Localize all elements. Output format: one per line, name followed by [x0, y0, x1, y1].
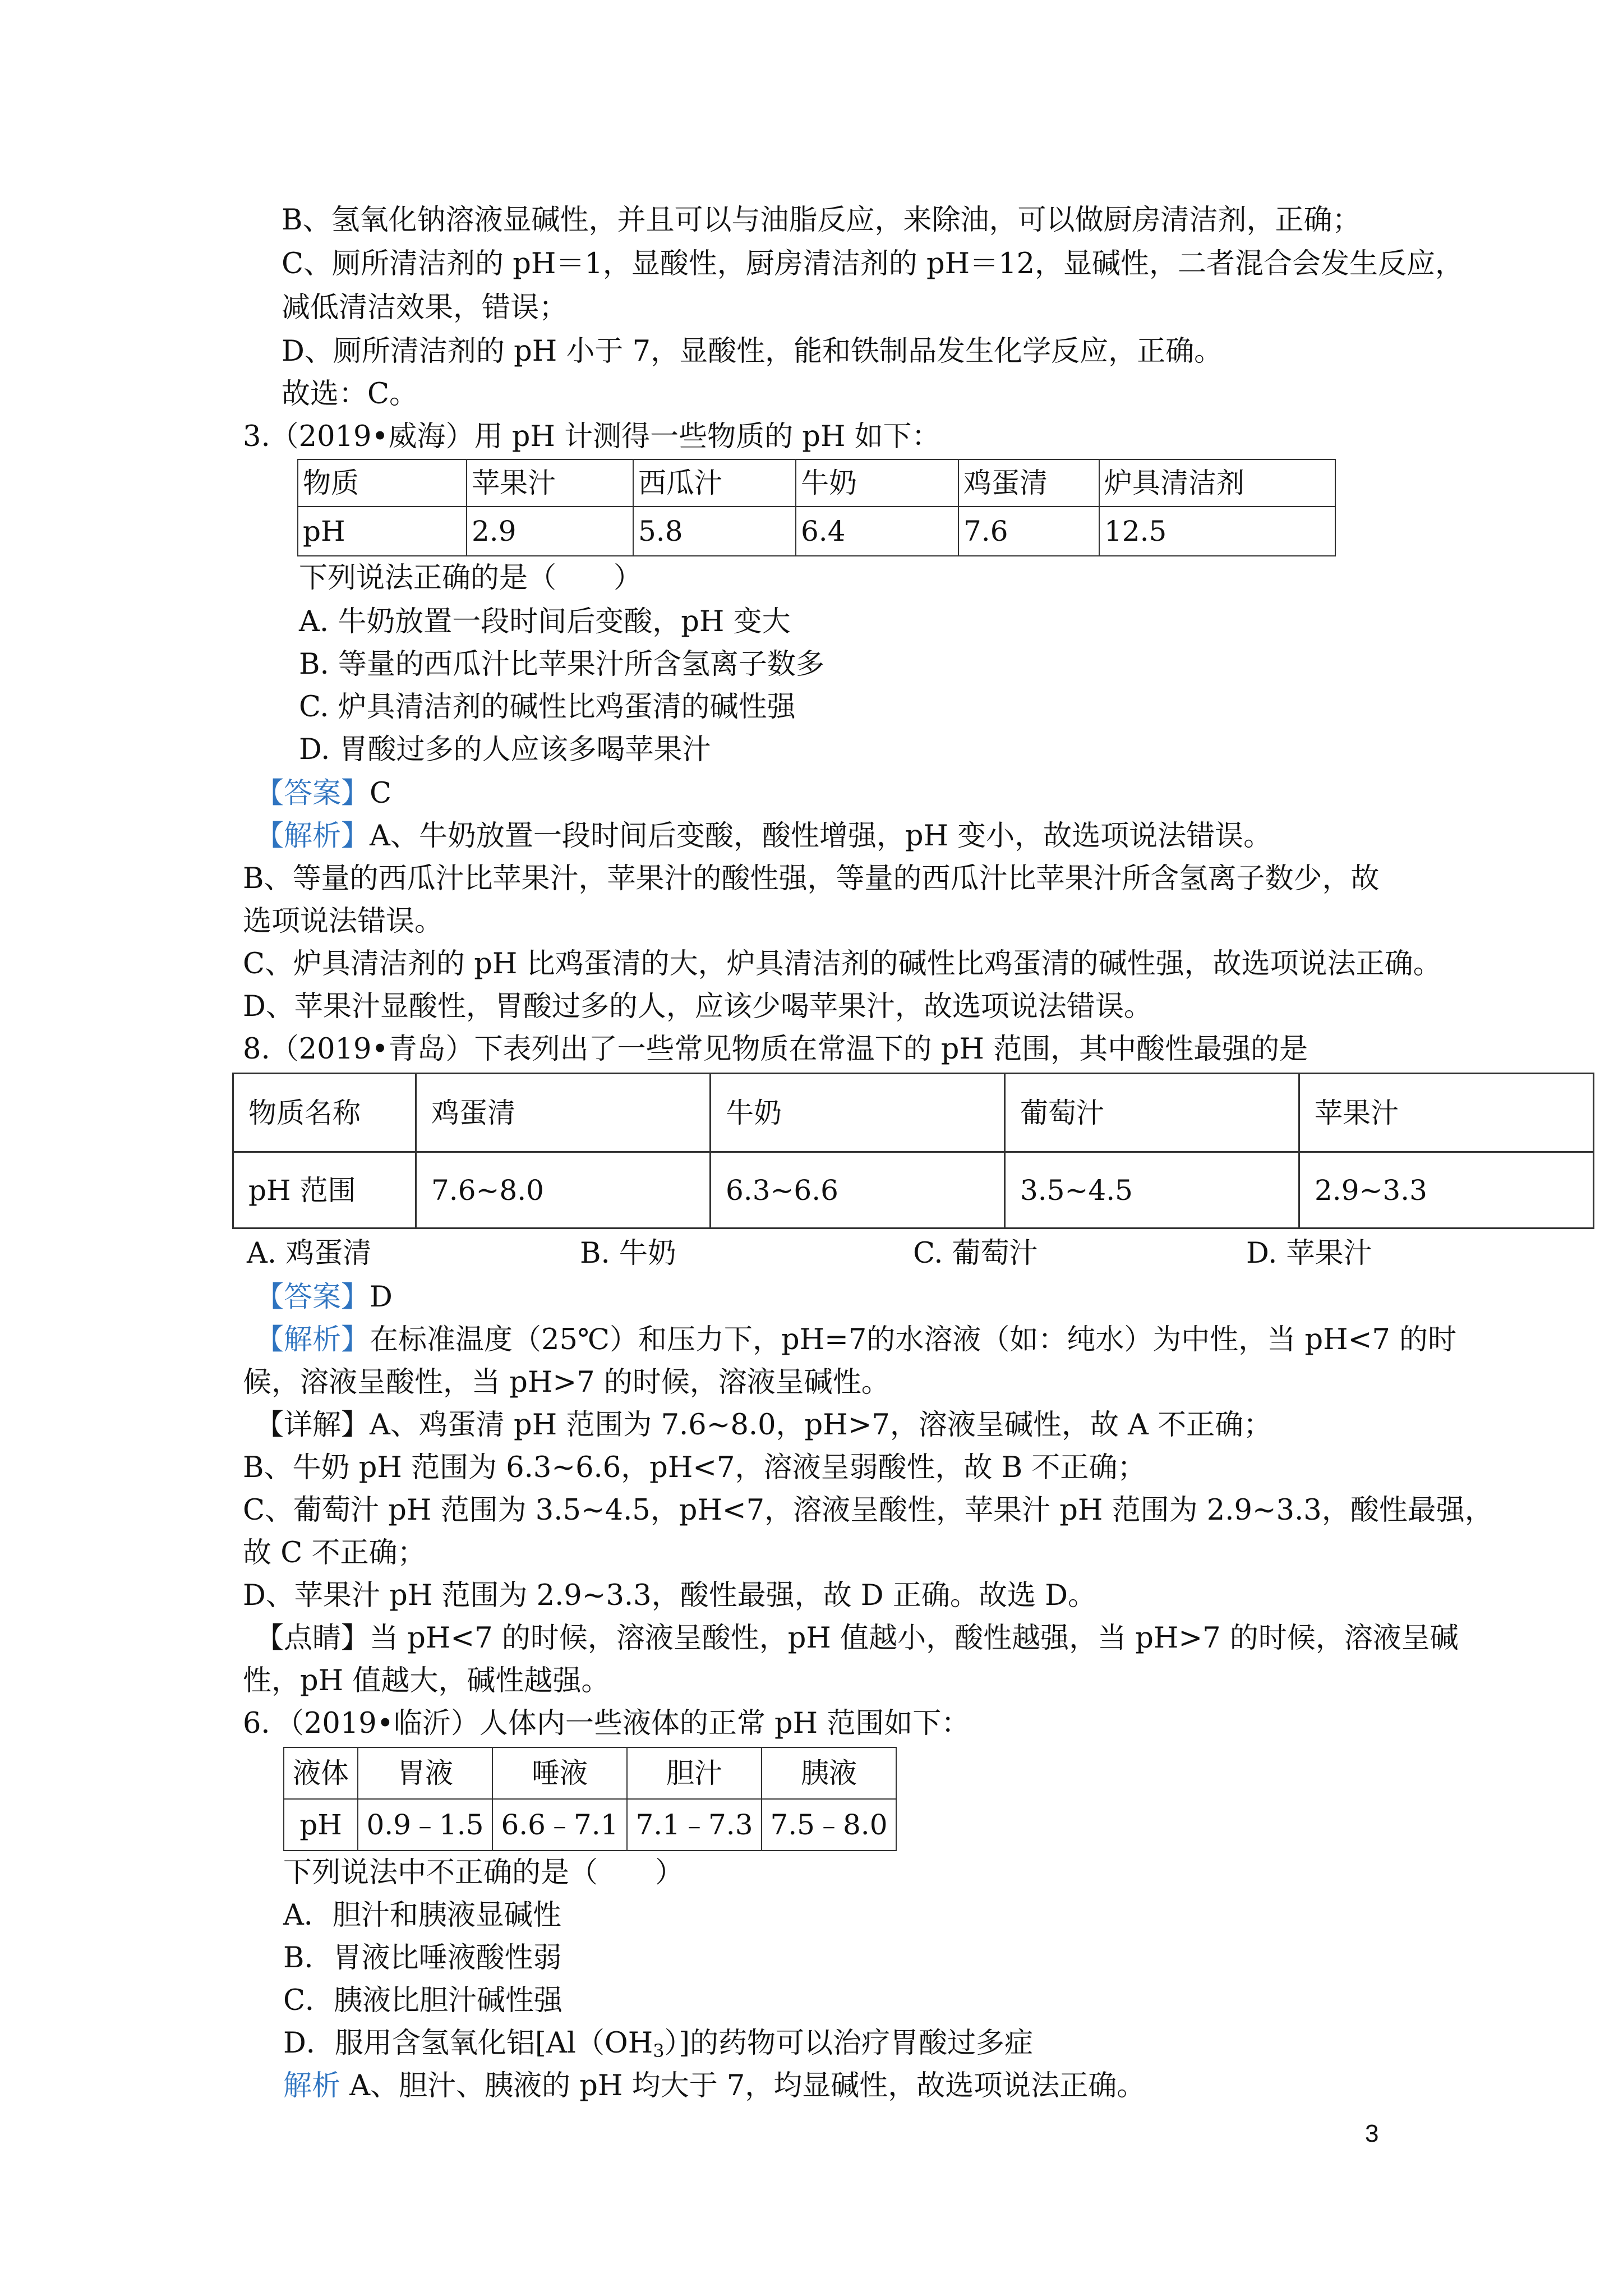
q3-analysis-b-cont: 选项说法错误。: [243, 905, 444, 938]
answer-tag: 【答案】: [255, 1281, 370, 1314]
q8-option-a: A. 鸡蛋清: [247, 1237, 372, 1270]
analysis-tag: 解析: [283, 2069, 341, 2102]
q3-cell-header: pH: [298, 507, 467, 556]
q6-cell: 唾液: [492, 1747, 627, 1799]
q3-option-d: D. 胃酸过多的人应该多喝苹果汁: [299, 733, 711, 766]
q3-option-a: A. 牛奶放置一段时间后变酸，pH 变大: [299, 605, 791, 638]
q8-detail-c: C、葡萄汁 pH 范围为 3.5~4.5，pH<7，溶液呈酸性，苹果汁 pH 范围为 2.9~3.3，酸性最强，: [243, 1494, 1493, 1527]
answer-tag: 【答案】: [255, 777, 370, 810]
q8-detail-b: B、牛奶 pH 范围为 6.3~6.6，pH<7，溶液呈弱酸性，故 B 不正确；: [243, 1451, 1146, 1484]
q3-cell-header: 物质: [298, 459, 467, 507]
prev-choice: 故选：C。: [282, 378, 418, 411]
q6-option-c: C．胰液比胆汁碱性强: [283, 1984, 563, 2017]
q3-cell: 鸡蛋清: [958, 459, 1099, 507]
q3-cell: 2.9: [467, 507, 633, 556]
q3-cell: 苹果汁: [467, 459, 633, 507]
q3-option-b: B. 等量的西瓜汁比苹果汁所含氢离子数多: [299, 648, 824, 681]
q8-tip-cont: 性，pH 值越大，碱性越强。: [243, 1664, 610, 1697]
detail-text: A、鸡蛋清 pH 范围为 7.6~8.0，pH>7，溶液呈碱性，故 A 不正确；: [370, 1409, 1272, 1442]
q8-cell: 牛奶: [711, 1074, 1005, 1152]
q6-analysis: [283, 2069, 1145, 2103]
q6-ph-table: [283, 1747, 897, 1851]
q8-cell: 3.5~4.5: [1005, 1152, 1299, 1228]
q6-cell-header: pH: [284, 1799, 358, 1851]
q8-cell: 2.9~3.3: [1299, 1152, 1594, 1228]
detail-tag: 【详解】: [255, 1409, 370, 1442]
subscript: 3: [653, 2040, 665, 2062]
q8-option-b: B. 牛奶: [580, 1237, 676, 1270]
q6-cell: 6.6﹣7.1: [492, 1799, 627, 1851]
q3-cell: 牛奶: [796, 459, 958, 507]
q8-cell: 7.6~8.0: [416, 1152, 711, 1228]
q3-cell: 12.5: [1099, 507, 1335, 556]
q3-cell: 6.4: [796, 507, 958, 556]
tip-text: 当 pH<7 的时候，溶液呈酸性，pH 值越小，酸性越强，当 pH>7 的时候，溶液呈碱: [370, 1622, 1459, 1655]
q8-detail-a: [255, 1408, 1272, 1442]
analysis-text: A、胆汁、胰液的 pH 均大于 7，均显碱性，故选项说法正确。: [340, 2069, 1146, 2102]
q8-analysis-cont: 候，溶液呈酸性，当 pH>7 的时候，溶液呈碱性。: [243, 1366, 890, 1399]
option-d-text-end: ）]的药物可以治疗胃酸过多症: [664, 2027, 1033, 2060]
q6-option-b: B．胃液比唾液酸性弱: [283, 1941, 562, 1975]
q6-cell: 7.1﹣7.3: [627, 1799, 762, 1851]
q8-detail-d: D、苹果汁 pH 范围为 2.9~3.3，酸性最强，故 D 正确。故选 D。: [243, 1579, 1097, 1612]
prev-option-b-explanation: B、氢氧化钠溶液显碱性，并且可以与油脂反应，来除油，可以做厨房清洁剂，正确；: [282, 204, 1361, 237]
q8-option-c: C. 葡萄汁: [913, 1237, 1038, 1270]
q8-cell: 6.3~6.6: [711, 1152, 1005, 1228]
q8-title: 8.（2019•青岛）下表列出了一些常见物质在常温下的 pH 范围，其中酸性最强的是: [243, 1033, 1308, 1066]
q8-cell-header: pH 范围: [233, 1152, 416, 1228]
q6-cell: 0.9﹣1.5: [358, 1799, 492, 1851]
page-number: 3: [1365, 2120, 1379, 2147]
analysis-tag: 【解析】: [255, 820, 370, 853]
q8-analysis: [255, 1323, 1456, 1357]
q3-prompt: 下列说法正确的是（ ）: [299, 562, 643, 595]
q6-cell: 胆汁: [627, 1747, 762, 1799]
prev-option-c-explanation-cont: 减低清洁效果，错误；: [282, 291, 568, 324]
q3-analysis-b: B、等量的西瓜汁比苹果汁，苹果汁的酸性强，等量的西瓜汁比苹果汁所含氢离子数少，故: [243, 862, 1380, 895]
q6-cell: 胃液: [358, 1747, 492, 1799]
answer-value: C: [370, 777, 392, 810]
q3-title: 3.（2019•威海）用 pH 计测得一些物质的 pH 如下：: [243, 420, 940, 453]
prev-option-d-explanation: D、厕所清洁剂的 pH 小于 7，显酸性，能和铁制品发生化学反应，正确。: [282, 335, 1223, 368]
q8-cell-header: 物质名称: [233, 1074, 416, 1152]
q8-cell: 苹果汁: [1299, 1074, 1594, 1152]
q3-analysis-c: C、炉具清洁剂的 pH 比鸡蛋清的大，炉具清洁剂的碱性比鸡蛋清的碱性强，故选项说法正确。: [243, 947, 1442, 981]
q6-cell-header: 液体: [284, 1747, 358, 1799]
q6-cell: 7.5﹣8.0: [762, 1799, 896, 1851]
q8-cell: 葡萄汁: [1005, 1074, 1299, 1152]
q3-analysis-d: D、苹果汁显酸性，胃酸过多的人，应该少喝苹果汁，故选项说法错误。: [243, 990, 1152, 1023]
q3-cell: 7.6: [958, 507, 1099, 556]
q3-answer: [255, 776, 391, 811]
option-d-text: D．服用含氢氧化铝[Al（OH: [283, 2027, 653, 2060]
answer-value: D: [370, 1281, 393, 1314]
q8-ph-table: [232, 1073, 1594, 1229]
analysis-tag: 【解析】: [255, 1323, 370, 1356]
q3-option-c: C. 炉具清洁剂的碱性比鸡蛋清的碱性强: [299, 691, 796, 724]
q6-title: 6．（2019•临沂）人体内一些液体的正常 pH 范围如下：: [243, 1707, 970, 1740]
q6-option-a: A．胆汁和胰液显碱性: [283, 1899, 561, 1932]
q6-cell: 胰液: [762, 1747, 896, 1799]
q3-cell: 西瓜汁: [633, 459, 796, 507]
q8-option-d: D. 苹果汁: [1246, 1237, 1372, 1270]
q3-analysis-a: [255, 819, 1272, 853]
q3-cell: 炉具清洁剂: [1099, 459, 1335, 507]
q8-answer: [255, 1280, 393, 1314]
tip-tag: 【点睛】: [255, 1622, 370, 1655]
analysis-text: 在标准温度（25℃）和压力下，pH=7的水溶液（如：纯水）为中性，当 pH<7 的时: [370, 1323, 1456, 1356]
q8-cell: 鸡蛋清: [416, 1074, 711, 1152]
q3-cell: 5.8: [633, 507, 796, 556]
analysis-text: A、牛奶放置一段时间后变酸，酸性增强，pH 变小，故选项说法错误。: [370, 820, 1272, 853]
q6-prompt: 下列说法中不正确的是（ ）: [283, 1856, 684, 1889]
q8-detail-c-cont: 故 C 不正确；: [243, 1536, 426, 1570]
prev-option-c-explanation: C、厕所清洁剂的 pH＝1，显酸性，厨房清洁剂的 pH＝12，显碱性，二者混合会发生反应，: [282, 247, 1464, 280]
q8-tip: [255, 1621, 1459, 1655]
q6-option-d: [283, 2026, 1033, 2062]
q3-ph-table: [297, 459, 1336, 556]
